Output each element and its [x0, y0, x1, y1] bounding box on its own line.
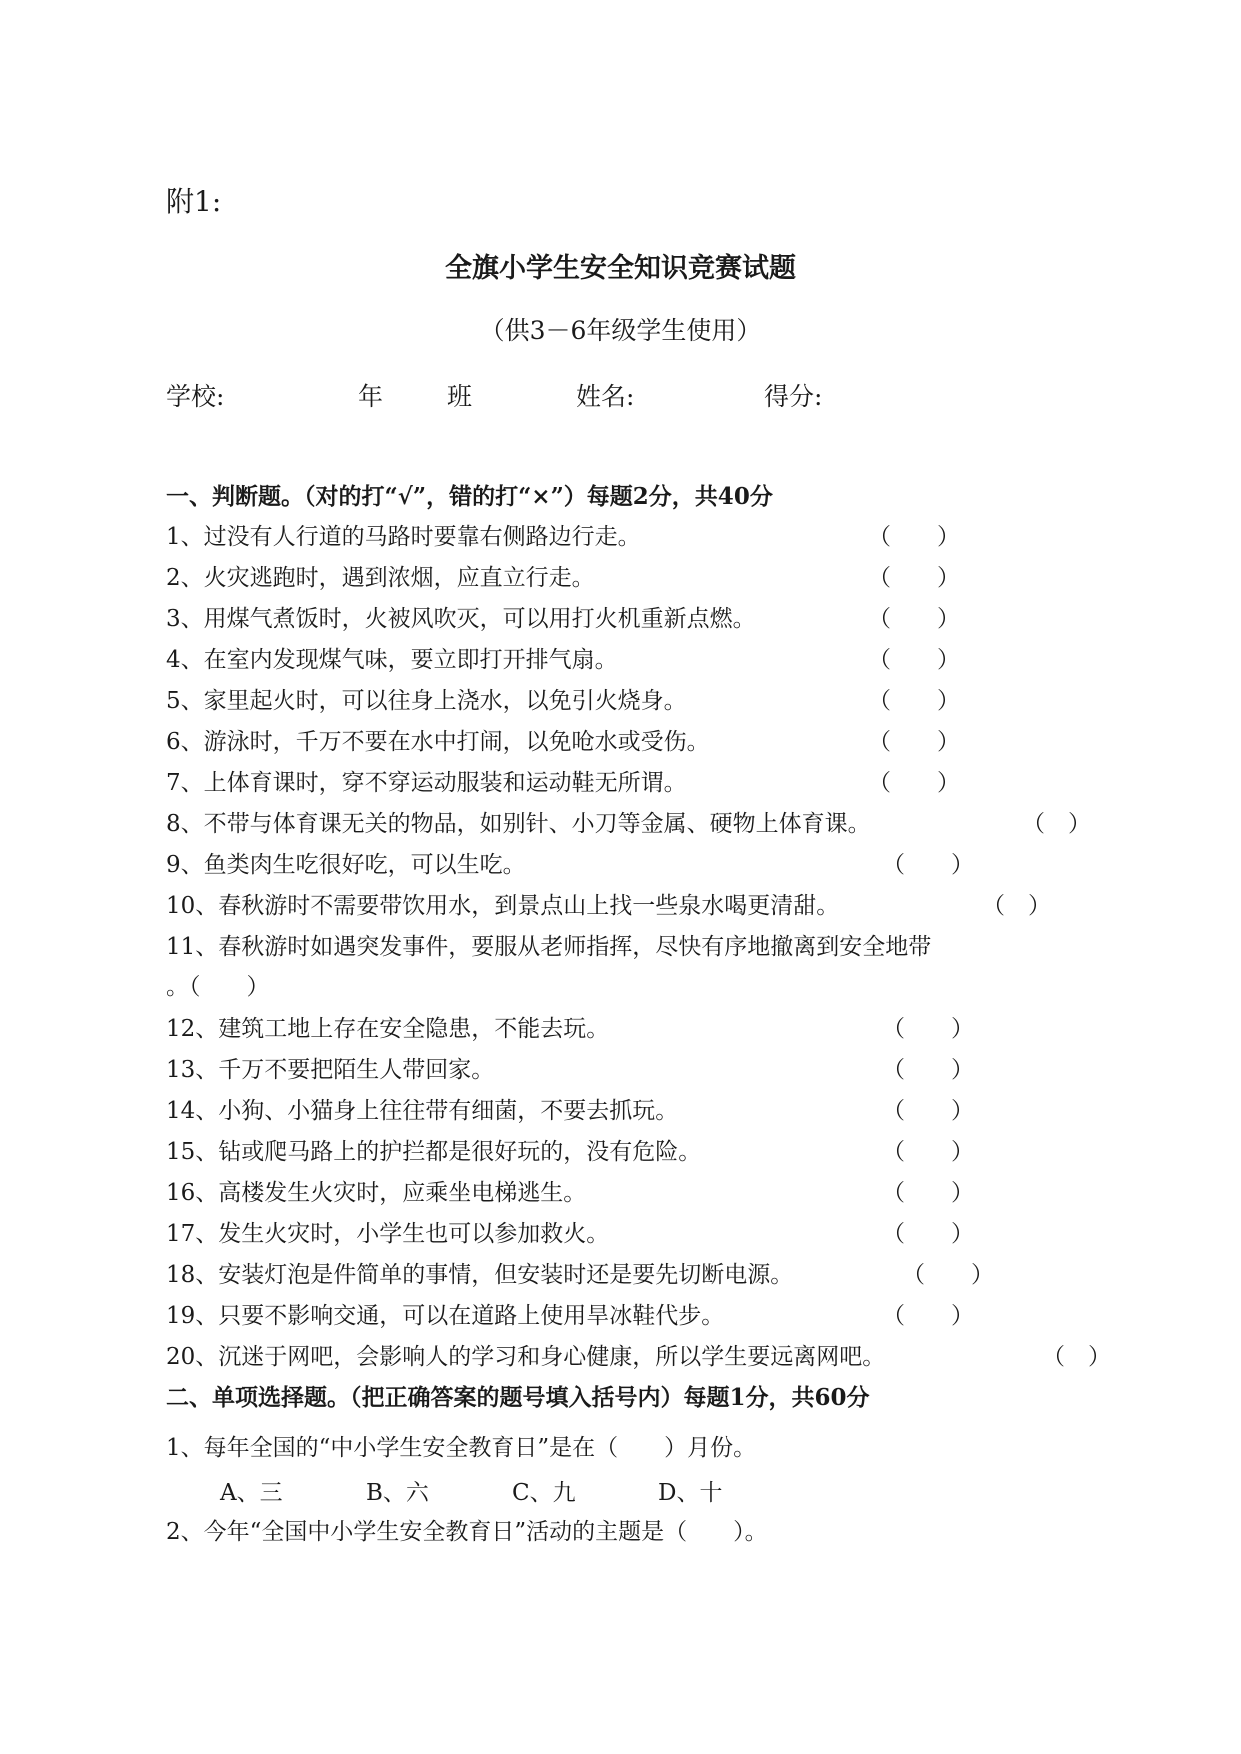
student-info-line — [166, 377, 1166, 417]
question-text: 20、沉迷于网吧，会影响人的学习和身心健康，所以学生要远离网吧。 — [166, 1344, 886, 1370]
question-text: 11、春秋游时如遇突发事件，要服从老师指挥，尽快有序地撤离到安全地带 — [166, 934, 932, 960]
attachment-label: 附1: — [166, 185, 222, 218]
score-label: 得分: — [764, 382, 823, 411]
school-label: 学校: — [166, 382, 225, 411]
question-text: 9、鱼类肉生吃很好吃，可以生吃。 — [166, 852, 526, 878]
question-text: 19、只要不影响交通，可以在道路上使用旱冰鞋代步。 — [166, 1303, 725, 1329]
answer-parentheses: （ ） — [868, 729, 960, 755]
answer-parentheses: （ ） — [868, 770, 960, 796]
answer-parentheses: （ ） — [882, 1303, 974, 1329]
answer-parentheses: （ ） — [882, 1221, 974, 1247]
question-text: 。（ ） — [166, 974, 270, 1000]
answer-parentheses: （ ） — [868, 606, 960, 632]
question-text: 17、发生火灾时，小学生也可以参加救火。 — [166, 1221, 610, 1247]
question-text: 12、建筑工地上存在安全隐患，不能去玩。 — [166, 1016, 610, 1042]
choice-question-1-options — [220, 1474, 920, 1504]
question-text: 1、过没有人行道的马路时要靠右侧路边行走。 — [166, 524, 641, 550]
question-text: 5、家里起火时，可以往身上浇水，以免引火烧身。 — [166, 688, 687, 714]
question-text: 13、千万不要把陌生人带回家。 — [166, 1057, 495, 1083]
answer-parentheses: （ ） — [868, 688, 960, 714]
question-text: 1、每年全国的“中小学生安全教育日”是在（ ）月份。 — [166, 1435, 757, 1461]
section1-heading: 一、判断题。（对的打“√”，错的打“×”）每题2分，共40分 — [166, 483, 773, 510]
question-text: 4、在室内发现煤气味，要立即打开排气扇。 — [166, 647, 618, 673]
question-text: 6、游泳时，千万不要在水中打闹，以免呛水或受伤。 — [166, 729, 710, 755]
question-text: 15、钻或爬马路上的护拦都是很好玩的，没有危险。 — [166, 1139, 702, 1165]
question-text: 8、不带与体育课无关的物品，如别针、小刀等金属、硬物上体育课。 — [166, 811, 871, 837]
answer-parentheses: （ ） — [882, 1180, 974, 1206]
name-label: 姓名: — [576, 382, 635, 411]
answer-parentheses: （ ） — [882, 852, 974, 878]
question-text: 14、小狗、小猫身上往往带有细菌，不要去抓玩。 — [166, 1098, 679, 1124]
answer-parentheses: （ ） — [1022, 811, 1091, 837]
class-label: 班 — [447, 382, 473, 411]
answer-parentheses: （ ） — [1042, 1344, 1111, 1370]
answer-parentheses: （ ） — [882, 1139, 974, 1165]
option-b: B、六 — [366, 1480, 429, 1506]
answer-parentheses: （ ） — [868, 647, 960, 673]
question-text: 18、安装灯泡是件简单的事情，但安装时还是要先切断电源。 — [166, 1262, 794, 1288]
answer-parentheses: （ ） — [882, 1016, 974, 1042]
page-subtitle: （供3－6年级学生使用） — [479, 316, 762, 345]
question-text: 10、春秋游时不需要带饮用水，到景点山上找一些泉水喝更清甜。 — [166, 893, 840, 919]
grade-label: 年 — [358, 382, 384, 411]
question-text: 2、火灾逃跑时，遇到浓烟，应直立行走。 — [166, 565, 595, 591]
answer-parentheses: （ ） — [882, 1057, 974, 1083]
section2-heading: 二、单项选择题。（把正确答案的题号填入括号内）每题1分，共60分 — [166, 1384, 870, 1411]
page-title: 全旗小学生安全知识竞赛试题 — [445, 253, 796, 284]
answer-parentheses: （ ） — [902, 1262, 994, 1288]
answer-parentheses: （ ） — [868, 565, 960, 591]
question-text: 3、用煤气煮饭时，火被风吹灭，可以用打火机重新点燃。 — [166, 606, 756, 632]
question-text: 2、今年“全国中小学生安全教育日”活动的主题是（ ）。 — [166, 1519, 768, 1545]
question-text: 16、高楼发生火灾时，应乘坐电梯逃生。 — [166, 1180, 587, 1206]
option-c: C、九 — [512, 1480, 576, 1506]
question-text: 7、上体育课时，穿不穿运动服装和运动鞋无所谓。 — [166, 770, 687, 796]
option-a: A、三 — [220, 1480, 283, 1506]
answer-parentheses: （ ） — [982, 893, 1051, 919]
answer-parentheses: （ ） — [882, 1098, 974, 1124]
answer-parentheses: （ ） — [868, 524, 960, 550]
option-d: D、十 — [658, 1480, 723, 1506]
